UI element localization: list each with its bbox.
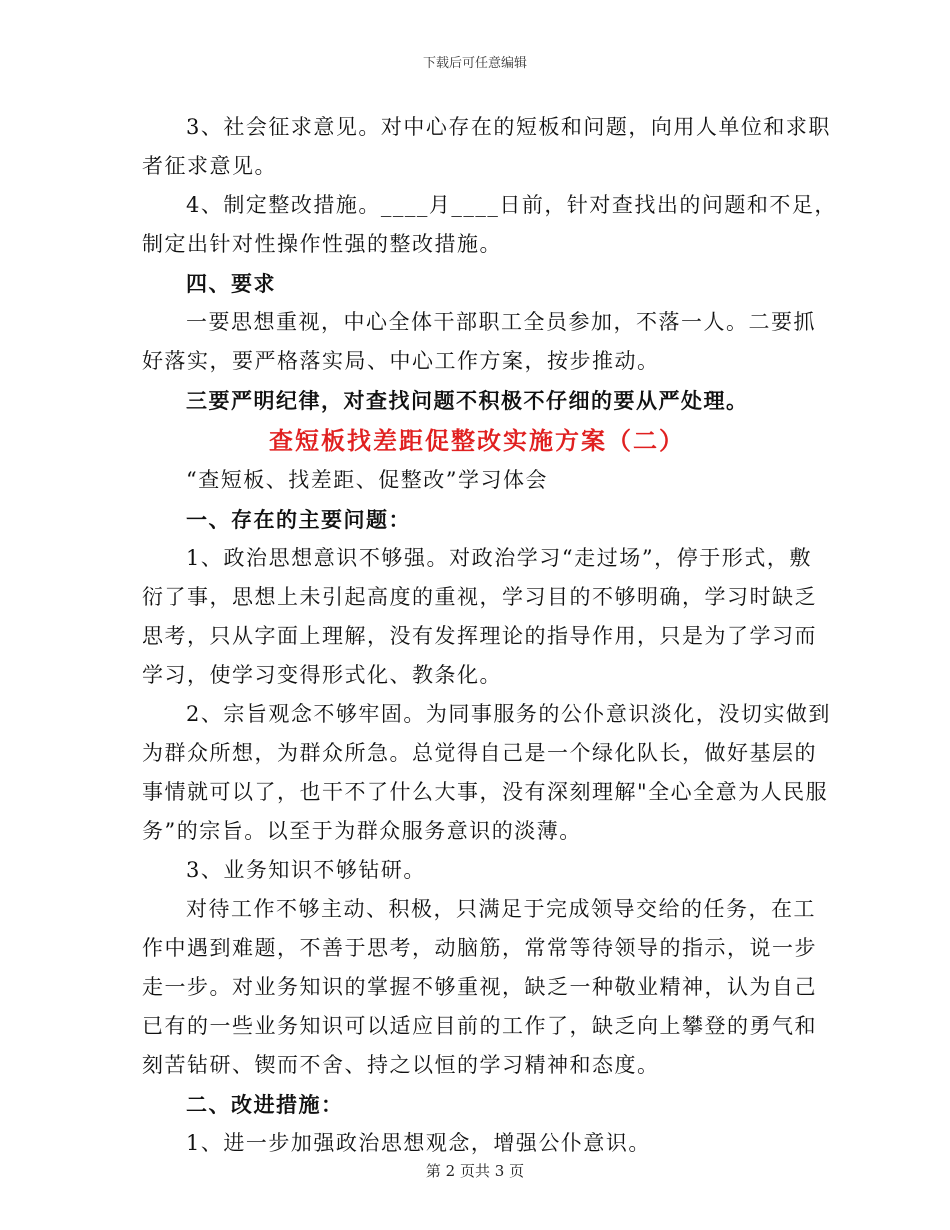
paragraph-line: 事情就可以了，也干不了什么大事，没有深刻理解"全心全意为人民服	[142, 780, 829, 804]
paragraph-line: 学习，使学习变得形式化、教条化。	[142, 663, 502, 687]
paragraph-line: 3、业务知识不够钻研。	[186, 858, 426, 882]
paragraph-line: 4、制定整改措施。____月____日前，针对查找出的问题和不足，	[186, 193, 837, 217]
paragraph-line: 思考，只从字面上理解，没有发挥理论的指导作用，只是为了学习而	[142, 624, 817, 648]
paragraph-line: 为群众所想，为群众所急。总觉得自己是一个绿化队长，做好基层的	[142, 741, 817, 765]
paragraph-line: 2、宗旨观念不够牢固。为同事服务的公仆意识淡化，没切实做到	[186, 702, 831, 726]
paragraph-line: 作中遇到难题，不善于思考，动脑筋，常常等待领导的指示，说一步	[142, 936, 817, 960]
paragraph-line: 制定出针对性操作性强的整改措施。	[142, 232, 502, 256]
page-header: 下载后可任意编辑	[422, 56, 527, 71]
paragraph-line: 刻苦钻研、锲而不舍、持之以恒的学习精神和态度。	[142, 1053, 660, 1077]
document-title: 查短板找差距促整改实施方案（二）	[269, 426, 685, 455]
subtitle-line: “查短板、找差距、促整改”学习体会	[186, 468, 548, 492]
section-heading: 一、存在的主要问题：	[186, 507, 411, 532]
paragraph-line: 好落实，要严格落实局、中心工作方案，按步推动。	[142, 349, 660, 373]
paragraph-line: 1、进一步加强政治思想观念，增强公仆意识。	[186, 1131, 651, 1155]
paragraph-line: 已有的一些业务知识可以适应目前的工作了，缺乏向上攀登的勇气和	[142, 1014, 817, 1038]
paragraph-line: 一要思想重视，中心全体干部职工全员参加，不落一人。二要抓	[186, 310, 816, 334]
paragraph-line: 务”的宗旨。以至于为群众服务意识的淡薄。	[142, 819, 582, 843]
paragraph-line: 3、社会征求意见。对中心存在的短板和问题，向用人单位和求职	[186, 115, 831, 139]
document-body	[142, 108, 837, 1163]
section-heading: 二、改进措施：	[186, 1092, 344, 1117]
section-heading: 四、要求	[186, 271, 276, 296]
page-footer: 第 2 页共 3 页	[425, 1162, 525, 1180]
paragraph-line: 1、政治思想意识不够强。对政治学习“走过场”，停于形式，敷	[186, 546, 812, 570]
paragraph-line: 三要严明纪律，对查找问题不积极不仔细的要从严处理。	[186, 388, 749, 413]
paragraph-line: 衍了事，思想上未引起高度的重视，学习目的不够明确，学习时缺乏	[142, 585, 817, 609]
paragraph-line: 走一步。对业务知识的掌握不够重视，缺乏一种敬业精神，认为自己	[142, 975, 817, 999]
paragraph-line: 对待工作不够主动、积极，只满足于完成领导交给的任务，在工	[186, 897, 816, 921]
paragraph-line: 者征求意见。	[142, 154, 277, 178]
